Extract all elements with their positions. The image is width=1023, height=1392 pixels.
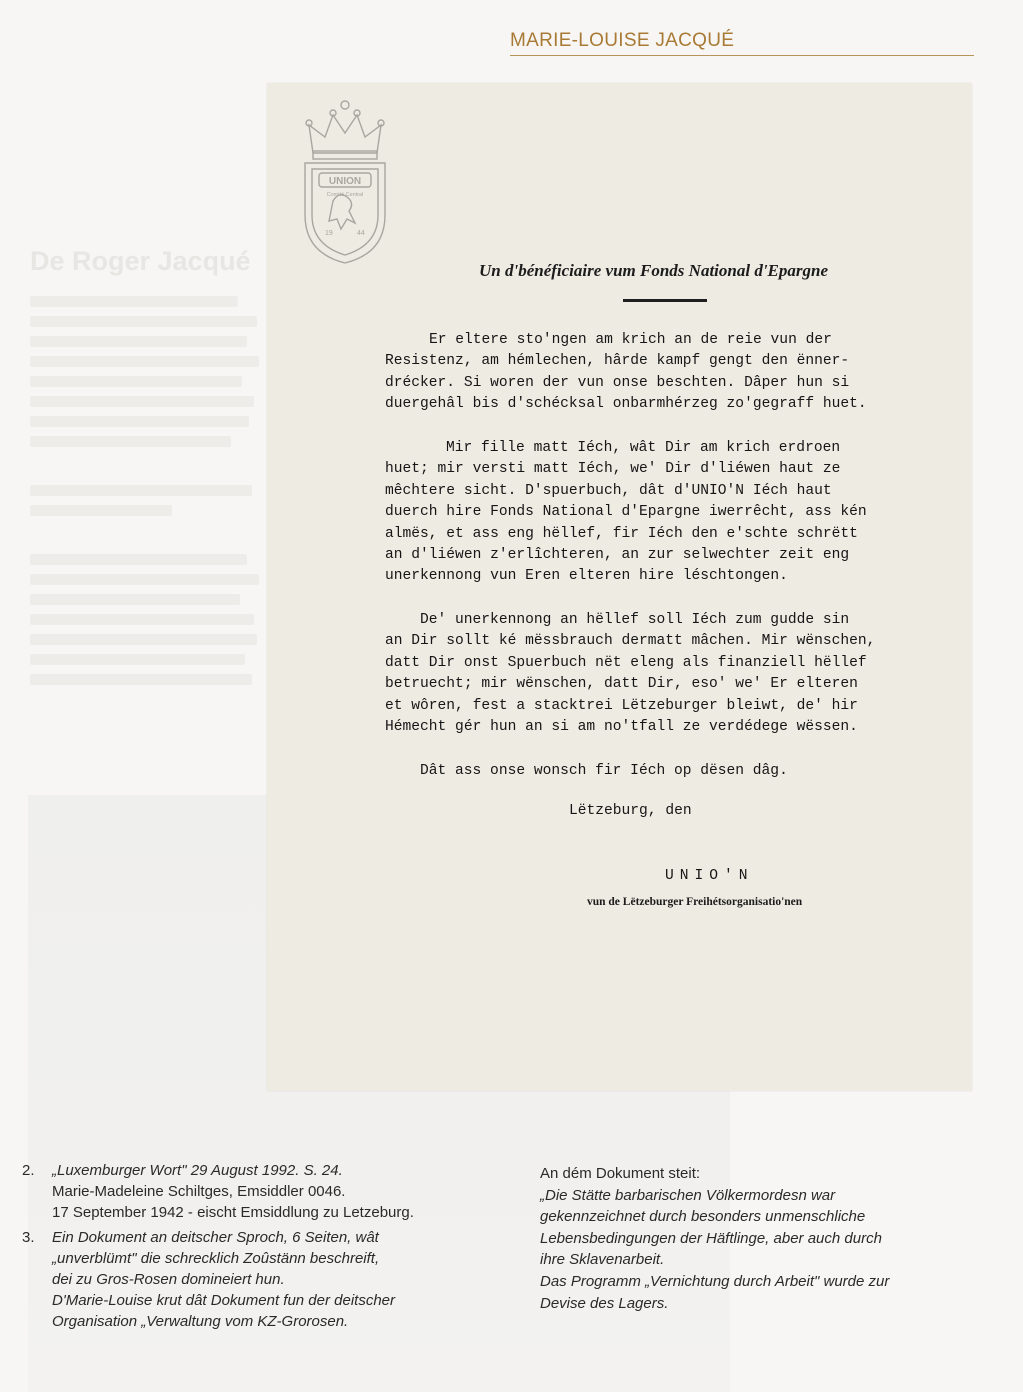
footnote-2 bbox=[22, 1160, 492, 1223]
footnote-line: „unverblümt" die schrecklich Zoûstänn beschreift, bbox=[52, 1250, 380, 1267]
typed-line: datt Dir onst Spuerbuch nët eleng als finanziell hëllef bbox=[385, 654, 867, 671]
typed-line: Er eltere sto'ngen am krich an de reie vun der bbox=[429, 332, 832, 348]
svg-text:Comité Central: Comité Central bbox=[326, 192, 364, 198]
typed-line: duergehâl bis d'schécksal onbarmhérzeg zo'gegraff huet. bbox=[385, 396, 867, 413]
typed-line: Dât ass onse wonsch fir Iéch op dësen dâg. bbox=[420, 763, 788, 779]
page-header bbox=[510, 30, 974, 56]
side-note-line: „Die Stätte barbarischen Völkermordesn war bbox=[540, 1186, 836, 1204]
footnote-3 bbox=[22, 1227, 492, 1332]
footnote-line: Ein Dokument an deitscher Sproch, 6 Seiten, wât bbox=[52, 1229, 379, 1246]
typed-line: huet; mir versti matt Iéch, we' Dir d'liéwen haut ze bbox=[385, 461, 841, 478]
letter-paragraph-1 bbox=[385, 330, 955, 416]
typed-line: et wôren, fest a stacktrei Lëtzeburger bleiwt, de' hir bbox=[385, 697, 858, 714]
typed-line: almës, et ass eng hëllef, fir Iéch den e'schte schrëtt bbox=[385, 525, 858, 542]
footnote-line: Organisation „Verwaltung vom KZ-Grorosen. bbox=[52, 1313, 349, 1330]
header-title: MARIE-LOUISE JACQUÉ bbox=[510, 30, 735, 51]
letter-title: Un d'bénéficiaire vum Fonds National d'Epargne bbox=[479, 261, 828, 280]
footnote-line: 17 September 1942 - eischt Emsiddlung zu Letzeburg. bbox=[52, 1204, 414, 1221]
typed-line: an Dir sollt ké mëssbrauch dermatt mâchen. Mir wënschen, bbox=[385, 633, 876, 650]
footnote-number: 3. bbox=[22, 1229, 35, 1246]
side-note-line: Lebensbedingungen der Häftlinge, aber auch durch bbox=[540, 1229, 882, 1247]
side-note-line: Das Programm „Vernichtung durch Arbeit" wurde zur bbox=[540, 1272, 890, 1290]
footnote-line: dei zu Gros-Rosen domineiert hun. bbox=[52, 1271, 285, 1288]
typed-line: drécker. Si woren der vun onse beschten. Dâper hun si bbox=[385, 374, 850, 391]
background-text-lines bbox=[30, 296, 266, 694]
side-note-line: gekennzeichnet durch besonders unmenschliche bbox=[540, 1208, 866, 1226]
letter-paragraph-2 bbox=[385, 438, 955, 588]
side-note-line: ihre Sklavenarbeit. bbox=[540, 1251, 665, 1269]
footnotes bbox=[22, 1160, 492, 1336]
letter-place-date: Lëtzeburg, den bbox=[569, 803, 692, 819]
svg-text:44: 44 bbox=[357, 230, 365, 237]
background-heading: De Roger Jacqué bbox=[30, 246, 251, 276]
footnote-line: Marie-Madeleine Schiltges, Emsiddler 0046. bbox=[52, 1183, 346, 1200]
side-note-line: An dém Dokument steit: bbox=[540, 1165, 701, 1182]
side-note-line: Devise des Lagers. bbox=[540, 1294, 669, 1312]
typed-line: unerkennong vun Eren elteren hire léschtongen. bbox=[385, 568, 788, 585]
title-divider bbox=[623, 299, 707, 302]
letter-document bbox=[267, 83, 972, 1091]
footnote-line: „Luxemburger Wort" 29 August 1992. S. 24. bbox=[52, 1162, 343, 1179]
typed-line: an d'liéwen z'erlîchteren, an zur selwechter zeit eng bbox=[385, 547, 850, 564]
footnote-line: D'Marie-Louise krut dât Dokument fun der deitscher bbox=[52, 1292, 396, 1309]
letter-signature-subtitle: vun de Lëtzeburger Freihétsorganisatio'nen bbox=[587, 896, 803, 908]
svg-text:UNION: UNION bbox=[328, 176, 362, 187]
union-seal-icon bbox=[295, 95, 395, 267]
typed-line: Hémecht gér hun an si am no'tfall ze verdédege wëssen. bbox=[385, 719, 858, 736]
svg-text:19: 19 bbox=[325, 230, 333, 237]
footnote-number: 2. bbox=[22, 1162, 35, 1179]
typed-line: Mir fille matt Iéch, wât Dir am krich erdroen bbox=[446, 440, 841, 456]
typed-line: Resistenz, am hémlechen, hârde kampf gengt den ënner- bbox=[385, 353, 850, 370]
typed-line: duerch hire Fonds National d'Epargne iwerrêcht, ass kén bbox=[385, 504, 867, 521]
letter-paragraph-3 bbox=[385, 610, 955, 738]
letter-signature-org: UNIO'N bbox=[665, 868, 754, 884]
typed-line: De' unerkennong an hëllef soll Iéch zum gudde sin bbox=[420, 612, 850, 628]
letter-paragraph-4 bbox=[385, 761, 990, 782]
side-note bbox=[540, 1163, 980, 1314]
typed-line: betruecht; mir wënschen, datt Dir, eso' we' Er elteren bbox=[385, 676, 858, 693]
typed-line: mêchtere sicht. D'spuerbuch, dât d'UNIO'N Iéch haut bbox=[385, 482, 832, 499]
